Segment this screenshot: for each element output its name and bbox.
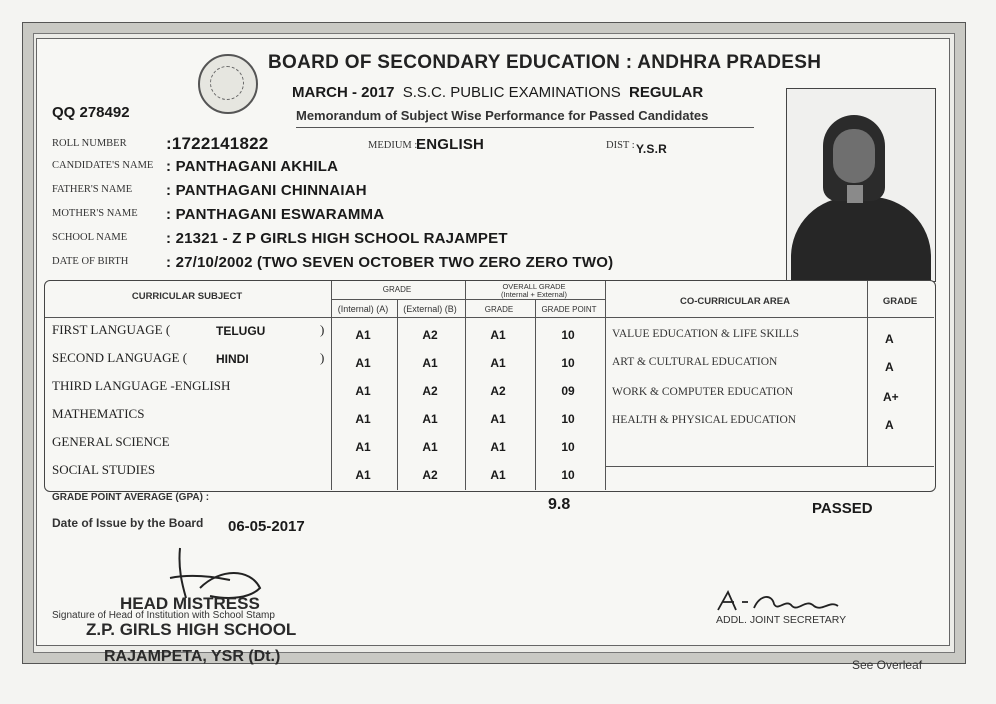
col-divider <box>397 299 398 490</box>
co-curricular-grade: A <box>885 332 894 346</box>
header-curricular-subject: CURRICULAR SUBJECT <box>131 291 243 302</box>
header-internal: (Internal) (A) <box>337 304 389 314</box>
co-curricular-area: VALUE EDUCATION & LIFE SKILLS <box>612 328 799 340</box>
internal-grade: A1 <box>355 412 371 426</box>
external-grade: A2 <box>422 468 438 482</box>
dob-label: DATE OF BIRTH <box>52 256 129 267</box>
grade-point: 10 <box>561 440 575 454</box>
external-grade: A2 <box>422 384 438 398</box>
father-label: FATHER'S NAME <box>52 184 133 195</box>
school-value: : 21321 - Z P GIRLS HIGH SCHOOL RAJAMPET <box>166 230 508 247</box>
internal-grade: A1 <box>355 468 371 482</box>
subject-name: THIRD LANGUAGE -ENGLISH <box>52 378 231 393</box>
board-emblem-icon <box>198 54 258 114</box>
header-co-curricular-grade: GRADE <box>882 296 918 307</box>
exam-name: S.S.C. PUBLIC EXAMINATIONS <box>402 84 621 101</box>
row-divider <box>45 317 934 318</box>
header-overall-note: (Internal + External) <box>500 290 568 299</box>
board-title: BOARD OF SECONDARY EDUCATION : ANDHRA PRADESH <box>268 52 822 73</box>
subject-name: SECOND LANGUAGE ( <box>52 350 188 365</box>
serial-number: QQ 278492 <box>52 104 130 121</box>
dob-value: : 27/10/2002 (TWO SEVEN OCTOBER TWO ZERO ZERO TWO) <box>166 254 614 271</box>
grade-point: 10 <box>561 328 575 342</box>
roll-value: :1722141822 <box>166 134 269 153</box>
header-external: (External) (B) <box>403 304 457 314</box>
photo-face <box>833 129 875 183</box>
header-overall-grade: OVERALL GRADE <box>502 282 566 291</box>
external-grade: A1 <box>422 440 438 454</box>
co-curricular-grade: A+ <box>883 390 899 404</box>
subject-language: HINDI <box>216 352 249 366</box>
see-overleaf: See Overleaf <box>852 658 923 672</box>
subject-name: FIRST LANGUAGE ( <box>52 322 171 337</box>
co-curricular-area: HEALTH & PHYSICAL EDUCATION <box>612 414 797 426</box>
overall-grade: A1 <box>490 328 506 342</box>
overall-grade: A1 <box>490 356 506 370</box>
header-grade-point: GRADE POINT <box>541 305 597 314</box>
subject-name: MATHEMATICS <box>52 406 145 421</box>
internal-grade: A1 <box>355 356 371 370</box>
result-status: PASSED <box>812 500 873 517</box>
external-grade: A1 <box>422 356 438 370</box>
mother-value: : PANTHAGANI ESWARAMMA <box>166 206 385 223</box>
subject-language: TELUGU <box>216 324 266 338</box>
issue-date: 06-05-2017 <box>228 518 305 535</box>
gpa-value: 9.8 <box>548 496 571 513</box>
overall-grade: A2 <box>490 384 506 398</box>
name-label: CANDIDATE'S NAME <box>52 160 154 171</box>
exam-month: MARCH - 2017 <box>292 84 395 101</box>
row-divider <box>605 466 934 467</box>
co-curricular-grade: A <box>885 418 894 432</box>
overall-grade: A1 <box>490 468 506 482</box>
subject-bracket: ) <box>320 350 325 365</box>
subject-name: GENERAL SCIENCE <box>52 434 170 449</box>
grade-point: 10 <box>561 468 575 482</box>
co-curricular-grade: A <box>885 360 894 374</box>
father-value: : PANTHAGANI CHINNAIAH <box>166 182 367 199</box>
external-grade: A1 <box>422 412 438 426</box>
medium-label: MEDIUM : <box>368 140 418 151</box>
memo-title: Memorandum of Subject Wise Performance for Passed Candidates <box>296 108 709 123</box>
internal-grade: A1 <box>355 384 371 398</box>
photo-body <box>791 197 931 282</box>
candidate-photo <box>786 88 936 282</box>
signature-label: Signature of Head of Institution with School Stamp <box>52 610 275 621</box>
medium-value: ENGLISH <box>416 136 485 153</box>
overall-grade: A1 <box>490 412 506 426</box>
issue-date-label: Date of Issue by the Board <box>52 516 204 530</box>
grade-point: 10 <box>561 412 575 426</box>
gpa-label: GRADE POINT AVERAGE (GPA) : <box>52 492 210 503</box>
subject-bracket: ) <box>320 322 325 337</box>
grade-point: 09 <box>561 384 575 398</box>
exam-type: REGULAR <box>628 84 704 101</box>
stamp-location: RAJAMPETA, YSR (Dt.) <box>104 648 281 665</box>
internal-grade: A1 <box>355 328 371 342</box>
col-divider <box>867 281 868 466</box>
name-value: : PANTHAGANI AKHILA <box>166 158 339 175</box>
co-curricular-area: ART & CULTURAL EDUCATION <box>612 356 778 368</box>
secretary-signature-icon <box>714 588 854 616</box>
header-grade: GRADE <box>382 285 412 294</box>
photo-neck <box>847 185 863 203</box>
co-curricular-area: WORK & COMPUTER EDUCATION <box>612 386 794 398</box>
dist-value: Y.S.R <box>636 142 668 156</box>
exam-line <box>292 84 703 101</box>
mother-label: MOTHER'S NAME <box>52 208 138 219</box>
row-divider <box>331 299 605 300</box>
subject-name: SOCIAL STUDIES <box>52 462 156 477</box>
header-overall-grade-col: GRADE <box>484 305 514 314</box>
stamp-school-name: Z.P. GIRLS HIGH SCHOOL <box>86 620 297 639</box>
internal-grade: A1 <box>355 440 371 454</box>
memo-underline <box>296 127 754 128</box>
grade-point: 10 <box>561 356 575 370</box>
col-divider <box>605 281 606 490</box>
col-divider <box>535 299 536 490</box>
stamp-head-mistress: HEAD MISTRESS <box>120 594 260 613</box>
secretary-title: ADDL. JOINT SECRETARY <box>716 614 847 626</box>
header-co-curricular-area: CO-CURRICULAR AREA <box>680 296 790 307</box>
external-grade: A2 <box>422 328 438 342</box>
dist-label: DIST : <box>606 140 635 151</box>
roll-label: ROLL NUMBER <box>52 138 127 149</box>
school-label: SCHOOL NAME <box>52 232 128 243</box>
overall-grade: A1 <box>490 440 506 454</box>
